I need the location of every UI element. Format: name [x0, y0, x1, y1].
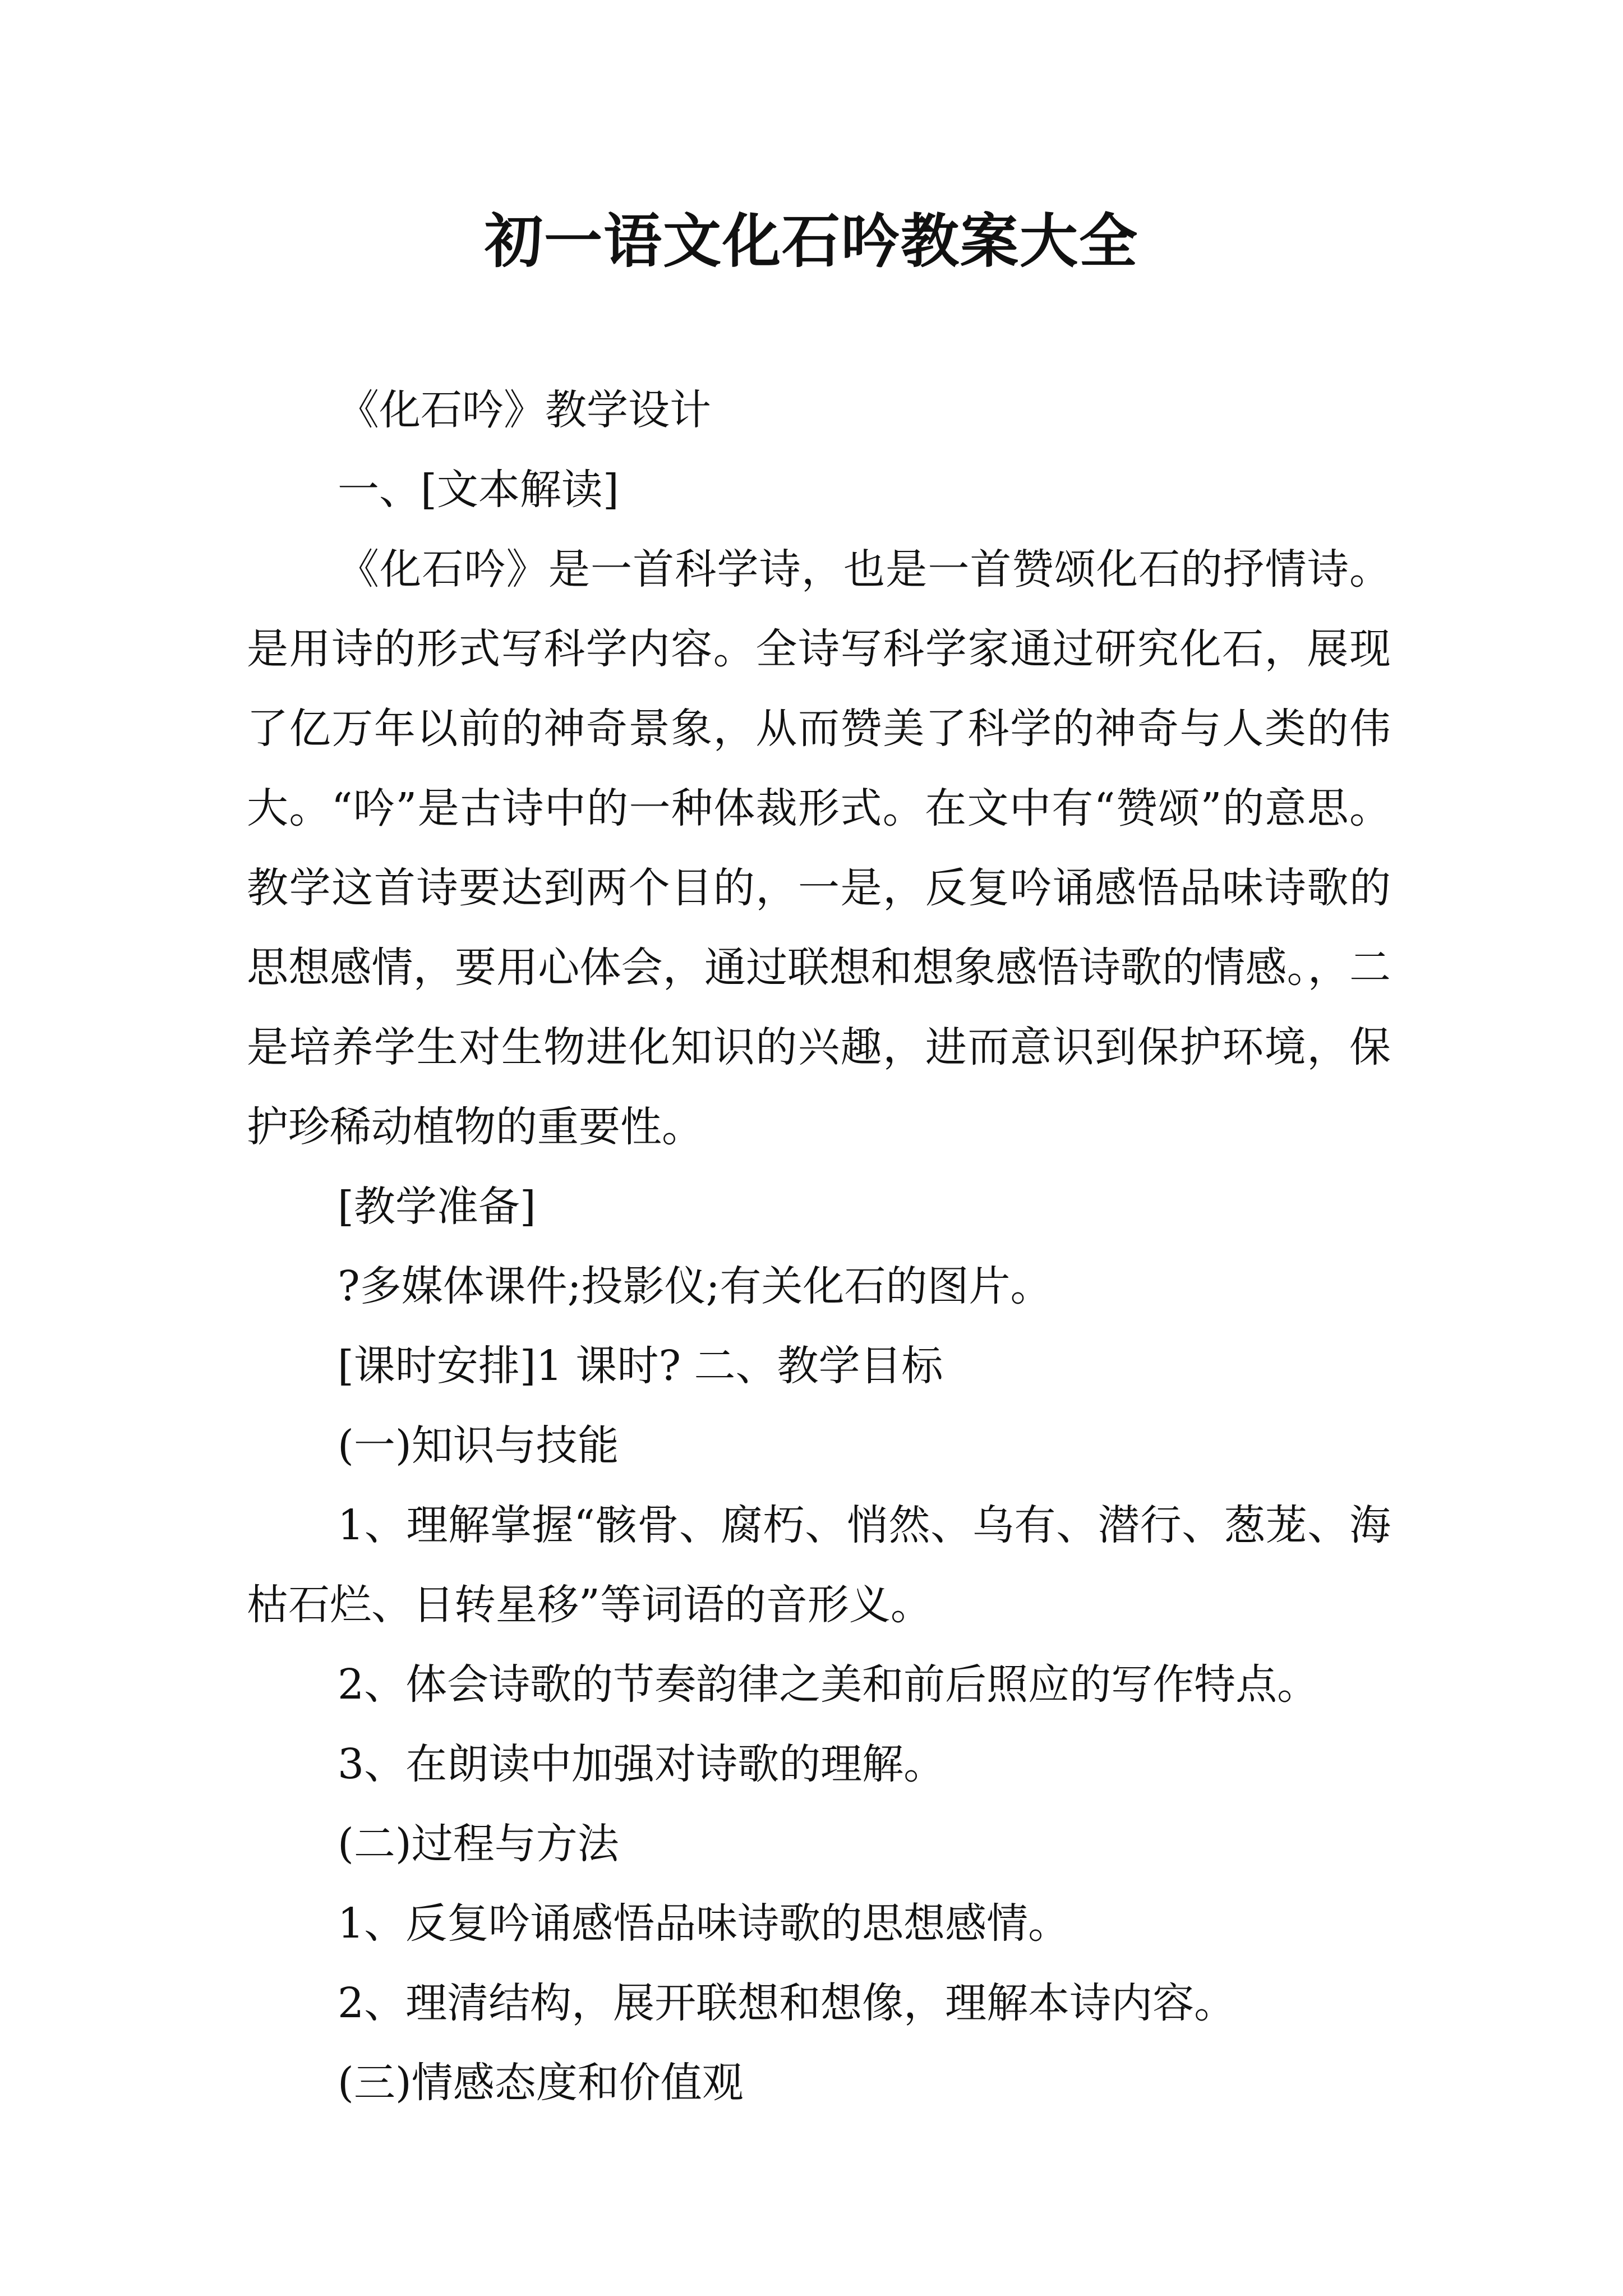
paragraph-prep-items: ?多媒体课件;投影仪;有关化石的图片。	[338, 1262, 1052, 1310]
paragraph-process-method: (二)过程与方法	[338, 1820, 619, 1868]
paragraph-section-text-reading: 一、[文本解读]	[338, 466, 619, 514]
paragraph-schedule-goals: [课时安排]1 课时? 二、教学目标	[338, 1342, 943, 1390]
paragraph-goal-3: 3、在朗读中加强对诗歌的理解。	[338, 1740, 946, 1788]
document-title: 初一语文化石吟教案大全	[484, 206, 1138, 275]
paragraph-emotion-values: (三)情感态度和价值观	[338, 2059, 744, 2107]
paragraph-teaching-prep: [教学准备]	[338, 1182, 536, 1231]
document-body	[247, 370, 1391, 2123]
paragraph-design-title: 《化石吟》教学设计	[338, 386, 711, 434]
paragraph-method-2: 2、理清结构，展开联想和想像，理解本诗内容。	[338, 1979, 1236, 2027]
paragraph-knowledge-skills: (一)知识与技能	[338, 1421, 619, 1470]
paragraph-text-reading-content: 《化石吟》是一首科学诗，也是一首赞颂化石的抒情诗。是用诗的形式写科学内容。全诗写科学家通过研究化石，展现了亿万年以前的神奇景象，从而赞美了科学的神奇与人类的伟大。“吟”是古诗中的一种体裁形式。在文中有“赞颂”的意思。教学这首诗要达到两个目的，一是，反复吟诵感悟品味诗歌的思想感情，要用心体会，通过联想和想象感悟诗歌的情感。，二是培养学生对生物进化知识的兴趣，进而意识到保护环境，保护珍稀动植物的重要性。	[247, 545, 1391, 1151]
paragraph-goal-2: 2、体会诗歌的节奏韵律之美和前后照应的写作特点。	[338, 1660, 1319, 1709]
paragraph-goal-1: 1、理解掌握“骸骨、腐朽、悄然、乌有、潜行、葱茏、海枯石烂、日转星移”等词语的音形义。	[247, 1501, 1391, 1629]
paragraph-method-1: 1、反复吟诵感悟品味诗歌的思想感情。	[338, 1899, 1070, 1948]
